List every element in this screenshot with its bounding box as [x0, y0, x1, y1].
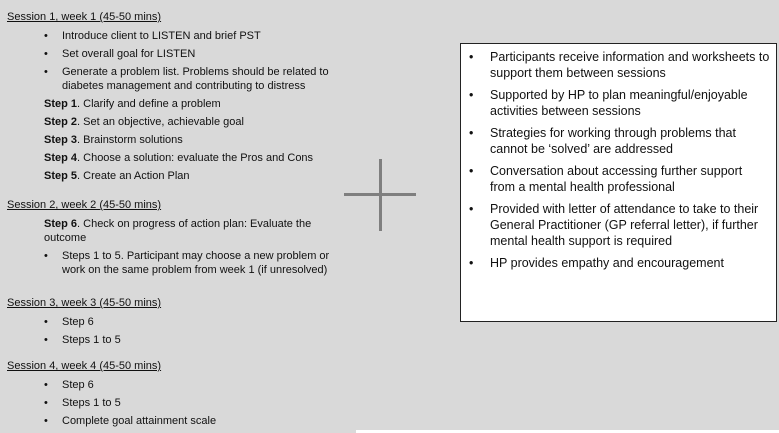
bullet-icon: • [44, 397, 48, 409]
list-item: • Strategies for working through problems that cannot be ‘solved’ are addressed [469, 126, 736, 156]
session-1 [7, 10, 347, 183]
session-2-bullets [7, 249, 347, 277]
session-3 [7, 296, 347, 347]
bullet-icon: • [44, 334, 48, 346]
bullet-icon: • [44, 250, 48, 262]
bullet-icon: • [469, 126, 474, 140]
list-item: • Steps 1 to 5 [44, 397, 121, 409]
session-4-bullets [7, 378, 347, 428]
bullet-icon: • [44, 316, 48, 328]
list-item: • Steps 1 to 5 [44, 334, 121, 346]
session-4-title: Session 4, week 4 (45-50 mins) [7, 360, 162, 372]
session-3-bullets [7, 315, 347, 347]
support-list [467, 49, 770, 271]
session-2 [7, 198, 347, 277]
session-3-title: Session 3, week 3 (45-50 mins) [7, 297, 162, 309]
step-4: Step 4. Choose a solution: evaluate the Pros and Cons [44, 152, 314, 164]
list-item: • Conversation about accessing further support from a mental health professional [469, 164, 743, 194]
bullet-icon: • [44, 66, 48, 78]
list-item: • Introduce client to LISTEN and brief PST [44, 30, 261, 42]
bullet-icon: • [44, 415, 48, 427]
plus-icon [344, 159, 416, 231]
step-2: Step 2. Set an objective, achievable goal [44, 116, 244, 128]
support-box [460, 43, 777, 322]
list-item: • Set overall goal for LISTEN [44, 48, 196, 60]
list-item: • Provided with letter of attendance to take to their General Practitioner (GP referral letter), if further mental health support is required [469, 202, 759, 248]
step-5: Step 5. Create an Action Plan [44, 170, 190, 182]
bullet-icon: • [469, 88, 474, 102]
bullet-icon: • [44, 30, 48, 42]
bullet-icon: • [469, 50, 474, 64]
list-item: • Participants receive information and worksheets to support them between sessions [469, 50, 770, 80]
bullet-icon: • [469, 164, 474, 178]
session-1-title: Session 1, week 1 (45-50 mins) [7, 11, 162, 23]
list-item: • HP provides empathy and encouragement [469, 256, 724, 270]
step-6: Step 6. Check on progress of action plan: Evaluate the outcome [44, 218, 312, 244]
session-1-bullets [7, 29, 347, 93]
session-2-title: Session 2, week 2 (45-50 mins) [7, 199, 162, 211]
step-1: Step 1. Clarify and define a problem [44, 98, 221, 110]
bullet-icon: • [44, 48, 48, 60]
list-item: • Generate a problem list. Problems should be related to diabetes management and contributing to distress [44, 66, 329, 92]
bullet-icon: • [469, 202, 474, 216]
step-3: Step 3. Brainstorm solutions [44, 134, 183, 146]
bullet-icon: • [469, 256, 474, 270]
session-4 [7, 359, 347, 428]
list-item: • Step 6 [44, 316, 94, 328]
list-item: • Complete goal attainment scale [44, 415, 217, 427]
list-item: • Steps 1 to 5. Participant may choose a new problem or work on the same problem from week 1 (if unresolved) [44, 250, 330, 276]
bullet-icon: • [44, 379, 48, 391]
list-item: • Supported by HP to plan meaningful/enjoyable activities between sessions [469, 88, 748, 118]
list-item: • Step 6 [44, 379, 94, 391]
